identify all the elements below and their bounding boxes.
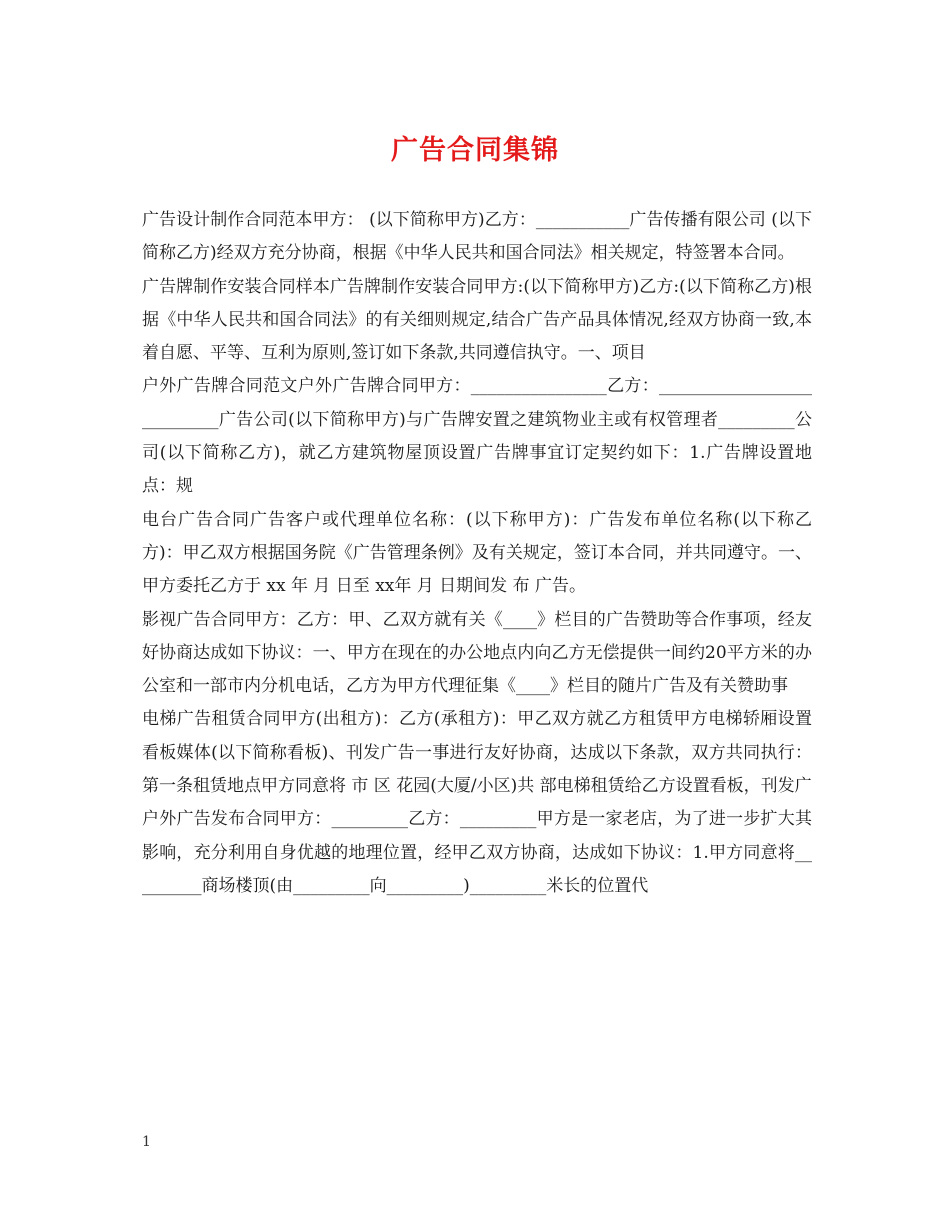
paragraph-radio-ad-contract: 电台广告合同广告客户或代理单位名称：(以下称甲方)：广告发布单位名称(以下称乙方)：甲乙双方根据国务院《广告管理条例》及有关规定，签订本合同，并共同遵守。一、甲方委托乙方于 xx 年 月 日至 xx年 月 日期间发 布 广告。 xyxy=(142,509,812,597)
paragraph-outdoor-billboard-contract: 户外广告牌合同范文户外广告牌合同甲方：________________乙方：___________________________广告公司(以下简称甲方)与广告牌安置之建筑物业主或有权管理者_________公司(以下简称乙方)，就乙方建筑物屋顶设置广告牌事宜订定契约如下：1.广告牌设置地点：规 xyxy=(142,376,812,497)
page-number: 1 xyxy=(142,1134,151,1150)
paragraph-outdoor-ad-publishing: 户外广告发布合同甲方：_________乙方：_________甲方是一家老店，为了进一步扩大其影响，充分利用自身优越的地理位置，经甲乙双方协商，达成如下协议：1.甲方同意将_________商场楼顶(由_________向_________)_________米长的位置代 xyxy=(142,809,812,896)
paragraph-billboard-install-contract: 广告牌制作安装合同样本广告牌制作安装合同甲方:(以下简称甲方)乙方:(以下简称乙方)根据《中华人民共和国合同法》的有关细则规定,结合广告产品具体情况,经双方协商一致,本着自愿、平等、互利为原则,签订如下条款,共同遵信执守。一、项目 xyxy=(142,276,812,364)
paragraph-design-contract: 广告设计制作合同范本甲方： (以下简称甲方)乙方：___________广告传播有限公司 (以下简称乙方)经双方充分协商，根据《中华人民共和国合同法》相关规定，特签署本合同。 xyxy=(142,210,812,264)
document-body xyxy=(142,204,812,903)
page-title: 广告合同集锦 xyxy=(391,135,559,166)
paragraph-film-tv-ad-contract: 影视广告合同甲方：乙方：甲、乙双方就有关《____》栏目的广告赞助等合作事项，经友好协商达成如下协议：一、甲方在现在的办公地点内向乙方无偿提供一间约20平方米的办公室和一部市内分机电话，乙方为甲方代理征集《____》栏目的随片广告及有关赞助事 xyxy=(142,609,812,697)
paragraph-elevator-ad-lease: 电梯广告租赁合同甲方(出租方)：乙方(承租方)：甲乙双方就乙方租赁甲方电梯轿厢设置看板媒体(以下简称看板)、刊发广告一事进行友好协商，达成以下条款，双方共同执行：第一条租赁地点甲方同意将 市 区 花园(大厦/小区)共 部电梯租赁给乙方设置看板，刊发广 xyxy=(142,709,812,797)
